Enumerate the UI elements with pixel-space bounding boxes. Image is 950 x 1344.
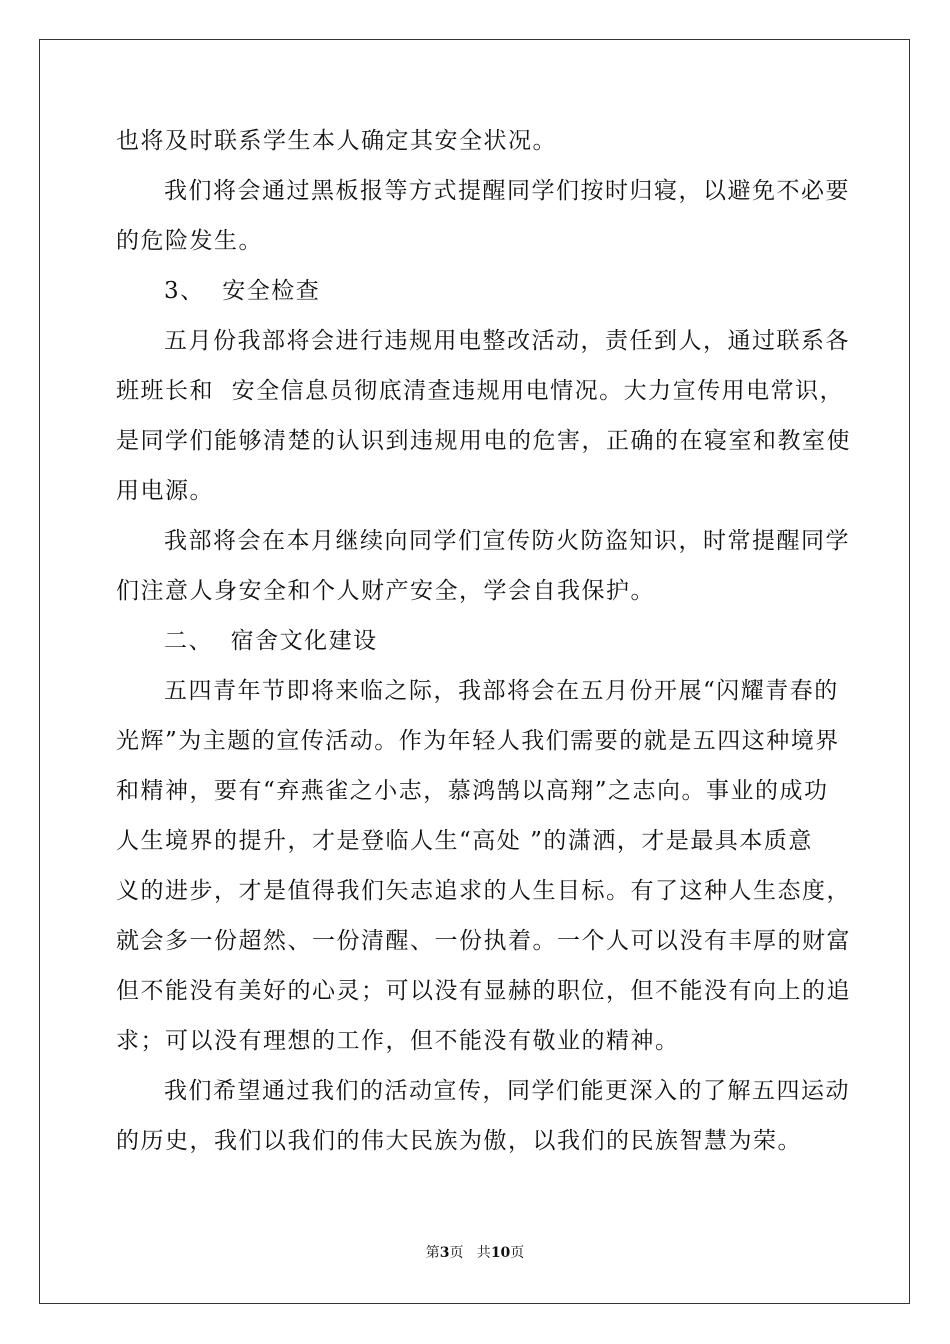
text-line: 们注意人身安全和个人财产安全，学会自我保护。 xyxy=(116,578,655,604)
footer-prefix: 第 xyxy=(425,1245,440,1261)
text-line: 我部将会在本月继续向同学们宣传防火防盗知识，时常提醒同学 xyxy=(164,528,850,554)
page-footer xyxy=(0,1244,950,1262)
text-line: 的历史，我们以我们的伟大民族为傲，以我们的民族智慧为荣。 xyxy=(116,1128,802,1154)
text-line: 人生境界的提升，才是登临人生“高处 ”的潇洒，才是最具本质意 xyxy=(116,828,813,854)
total-page-count: 10 xyxy=(490,1245,511,1261)
footer-middle: 页 共 xyxy=(449,1245,491,1261)
text-line: 也将及时联系学生本人确定其安全状况。 xyxy=(116,128,557,154)
text-line: 五月份我部将会进行违规用电整改活动，责任到人，通过联系各 xyxy=(164,328,850,354)
text-line: 义的进步，才是值得我们矢志追求的人生目标。有了这种人生态度， xyxy=(116,878,851,904)
text-line: 用电源。 xyxy=(116,478,214,504)
text-line: 是同学们能够清楚的认识到违规用电的危害，正确的在寝室和教室使 xyxy=(116,428,851,454)
text-line: 我们将会通过黑板报等方式提醒同学们按时归寝，以避免不必要 xyxy=(164,178,850,204)
text-line: 班班长和 安全信息员彻底清查违规用电情况。大力宣传用电常识， xyxy=(116,378,845,404)
text-line: 光辉”为主题的宣传活动。作为年轻人我们需要的就是五四这种境界 xyxy=(116,728,840,754)
section-heading: 3、 安全检查 xyxy=(164,278,321,304)
current-page-number: 3 xyxy=(439,1245,450,1261)
text-line: 但不能没有美好的心灵；可以没有显赫的职位，但不能没有向上的追 xyxy=(116,978,851,1004)
text-line: 的危险发生。 xyxy=(116,228,263,254)
section-heading: 二、 宿舍文化建设 xyxy=(164,628,378,654)
text-line: 和精神，要有“弃燕雀之小志，慕鸿鹄以高翔”之志向。事业的成功 xyxy=(116,778,829,804)
text-line: 五四青年节即将来临之际，我部将会在五月份开展“闪耀青春的 xyxy=(164,678,839,704)
footer-suffix: 页 xyxy=(510,1245,525,1261)
text-line: 我们希望通过我们的活动宣传，同学们能更深入的了解五四运动 xyxy=(164,1078,850,1104)
text-line: 就会多一份超然、一份清醒、一份执着。一个人可以没有丰厚的财富 xyxy=(116,928,851,954)
text-line: 求；可以没有理想的工作，但不能没有敬业的精神。 xyxy=(116,1028,680,1054)
